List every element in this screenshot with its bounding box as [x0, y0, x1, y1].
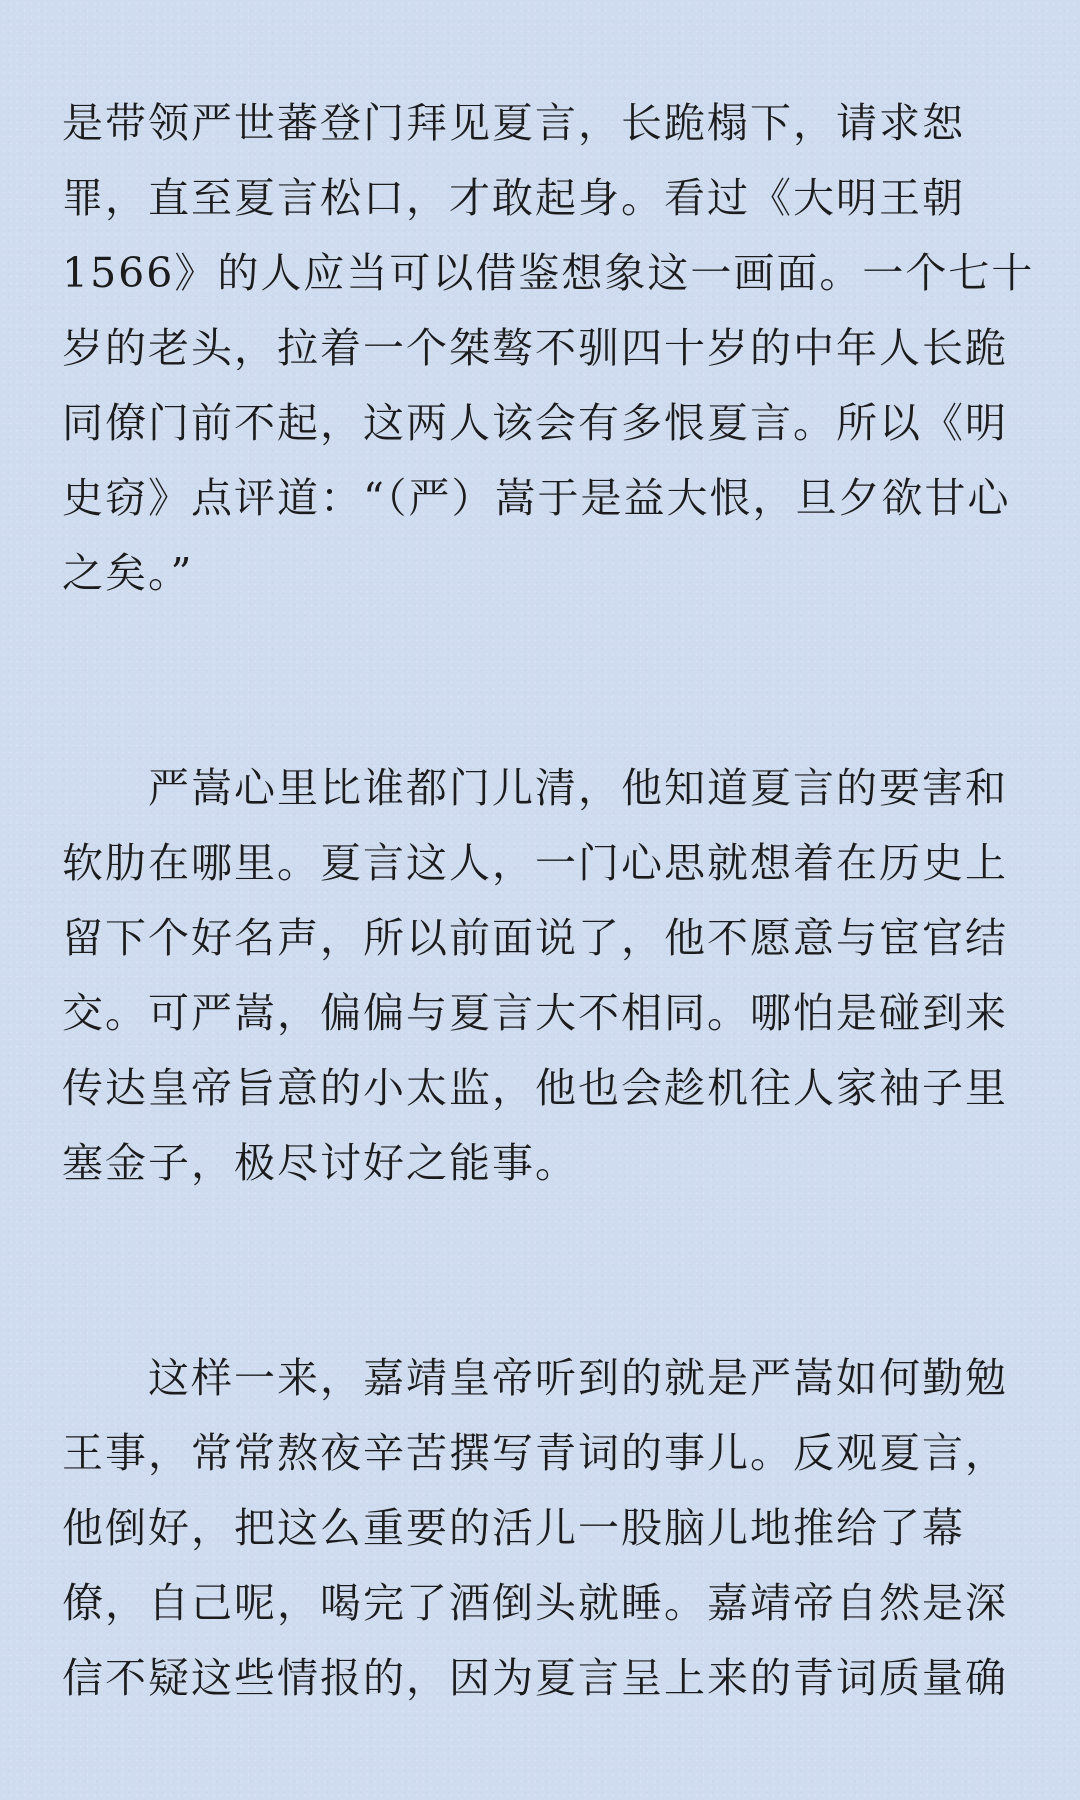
text-line: 1566》的人应当可以借鉴想象这一画面。一个七十: [62, 249, 1035, 297]
text-line: 传达皇帝旨意的小太监，他也会趁机往人家袖子里: [62, 1064, 1008, 1112]
text-line: 同僚门前不起，这两人该会有多恨夏言。所以《明: [62, 399, 1008, 447]
article-body: [62, 86, 1035, 1716]
text-line: 罪，直至夏言松口，才敢起身。看过《大明王朝: [62, 174, 965, 222]
text-line: 岁的老头，拉着一个桀骜不驯四十岁的中年人长跪: [62, 324, 1008, 372]
text-line: 信不疑这些情报的，因为夏言呈上来的青词质量确: [62, 1654, 1008, 1702]
paragraph-1: [62, 86, 1035, 611]
text-line: 僚，自己呢，喝完了酒倒头就睡。嘉靖帝自然是深: [62, 1579, 1008, 1627]
text-line: 交。可严嵩，偏偏与夏言大不相同。哪怕是碰到来: [62, 989, 1008, 1037]
text-line: 塞金子，极尽讨好之能事。: [62, 1139, 578, 1187]
text-line: 之矣。”: [62, 549, 194, 597]
paragraph-spacer: [62, 1201, 1012, 1341]
text-line: 是带领严世蕃登门拜见夏言，长跪榻下，请求恕: [62, 99, 965, 147]
paragraph-spacer: [62, 611, 1012, 751]
text-line: 史窃》点评道：“（严）嵩于是益大恨，旦夕欲甘心: [62, 474, 1011, 522]
paragraph-2: [62, 751, 1012, 1201]
text-line: 王事，常常熬夜辛苦撰写青词的事儿。反观夏言，: [62, 1429, 1008, 1477]
text-line: 这样一来，嘉靖皇帝听到的就是严嵩如何勤勉: [148, 1354, 1008, 1402]
text-line: 严嵩心里比谁都门儿清，他知道夏言的要害和: [148, 764, 1008, 812]
paragraph-3: [62, 1341, 1012, 1716]
text-line: 软肋在哪里。夏言这人，一门心思就想着在历史上: [62, 839, 1008, 887]
text-line: 留下个好名声，所以前面说了，他不愿意与宦官结: [62, 914, 1008, 962]
text-line: 他倒好，把这么重要的活儿一股脑儿地推给了幕: [62, 1504, 965, 1552]
